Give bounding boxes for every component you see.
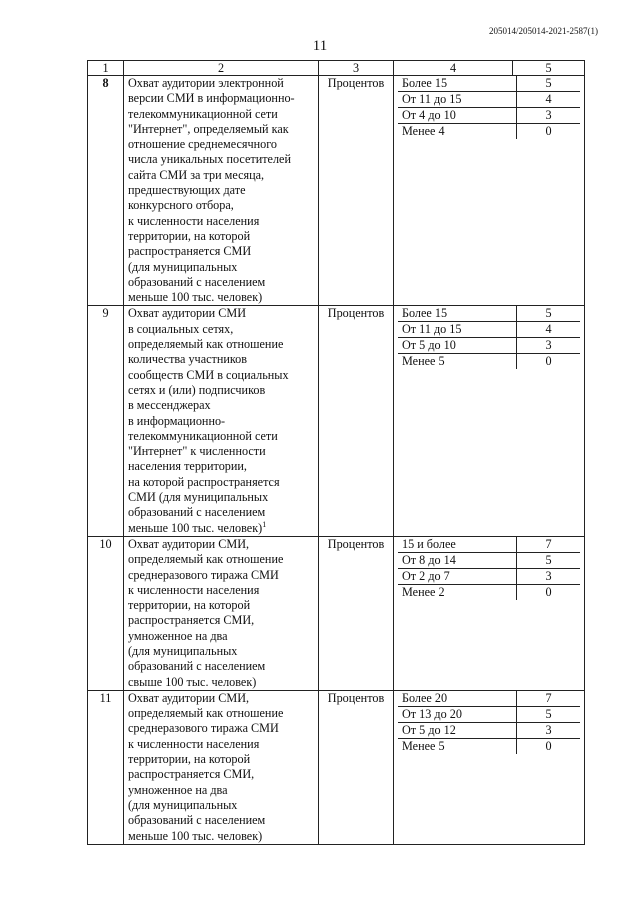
grade-range: Более 20 <box>398 691 517 707</box>
description-line <box>128 659 314 674</box>
description-line <box>128 244 314 259</box>
description-line-text: телекоммуникационной сети <box>128 428 278 443</box>
grade-row <box>398 584 580 600</box>
grade-range: От 11 до 15 <box>398 92 517 108</box>
grade-range: Менее 5 <box>398 738 517 754</box>
description-line-text: образований с населением <box>128 659 266 674</box>
grade-range: От 2 до 7 <box>398 568 517 584</box>
grade-row <box>398 537 580 553</box>
description-line-text: в мессенджерах <box>128 398 211 413</box>
grade-range: Более 15 <box>398 76 517 92</box>
description-line <box>128 275 314 290</box>
table-row <box>88 306 585 536</box>
description-line <box>128 352 314 367</box>
criterion-description <box>124 536 319 690</box>
grade-points: 7 <box>517 691 581 707</box>
description-line <box>128 475 314 490</box>
description-line-text: (для муниципальных <box>128 797 238 812</box>
description-line-text: меньше 100 тыс. человек) <box>128 828 263 843</box>
description-line <box>128 459 314 474</box>
description-line-text: меньше 100 тыс. человек) <box>128 520 263 535</box>
description-line <box>128 675 314 690</box>
grade-row <box>398 92 580 108</box>
description-line <box>128 813 314 828</box>
description-line-text: предшествующих дате <box>128 183 246 198</box>
description-line <box>128 260 314 275</box>
description-line-text: населения территории, <box>128 459 247 474</box>
description-line-text: умноженное на два <box>128 782 228 797</box>
grade-points: 0 <box>545 354 552 369</box>
description-line-text: территории, на которой <box>128 228 251 243</box>
description-line <box>128 137 314 152</box>
footnote-mark: 1 <box>262 519 267 529</box>
description-line-text: определяемый как отношение <box>128 337 284 352</box>
description-line <box>128 383 314 398</box>
description-line-text: распространяется СМИ <box>128 244 252 259</box>
description-line <box>128 337 314 352</box>
description-line-text: "Интернет", определяемый как <box>128 121 289 136</box>
grade-row <box>398 354 580 370</box>
description-line-text: определяемый как отношение <box>128 706 284 721</box>
description-line-text: к численности населения <box>128 582 260 597</box>
grade-points: 3 <box>517 338 581 354</box>
grade-range: Менее 5 <box>398 354 517 370</box>
description-line-text: сетях и (или) подписчиков <box>128 382 266 397</box>
criterion-description <box>124 690 319 844</box>
description-line <box>128 552 314 567</box>
grade-row <box>398 568 580 584</box>
grade-row <box>398 322 580 338</box>
description-line <box>128 505 314 520</box>
column-header-1: 1 <box>88 61 124 76</box>
table-row <box>88 76 585 306</box>
grade-range: 15 и более <box>398 537 517 553</box>
grade-range: От 13 до 20 <box>398 706 517 722</box>
description-line-text: Охват аудитории электронной <box>128 76 284 90</box>
description-line-text: меньше 100 тыс. человек) <box>128 290 263 305</box>
grade-row <box>398 338 580 354</box>
grades-cell <box>394 536 585 690</box>
table-row <box>88 536 585 690</box>
grade-row <box>398 306 580 322</box>
description-line-text: СМИ (для муниципальных <box>128 490 269 505</box>
description-line <box>128 398 314 413</box>
grade-row <box>398 124 580 140</box>
column-header-3: 3 <box>319 61 394 76</box>
grade-points: 5 <box>517 306 581 322</box>
description-line-text: сообществ СМИ в социальных <box>128 367 289 382</box>
grades-cell <box>394 690 585 844</box>
description-line <box>128 290 314 305</box>
grade-points: 4 <box>517 322 581 338</box>
grade-points: 5 <box>517 552 581 568</box>
description-line <box>128 429 314 444</box>
description-line-text: образований с населением <box>128 505 266 520</box>
description-line <box>128 767 314 782</box>
grades-table <box>398 691 580 754</box>
grade-range: Менее 2 <box>398 584 517 600</box>
description-line <box>128 613 314 628</box>
grade-range: Менее 4 <box>398 124 517 140</box>
grade-points: 3 <box>517 722 581 738</box>
description-line <box>128 737 314 752</box>
row-number: 9 <box>88 306 124 536</box>
row-number: 11 <box>88 690 124 844</box>
description-line-text: Охват аудитории СМИ, <box>128 536 250 551</box>
description-line <box>128 644 314 659</box>
description-line <box>128 168 314 183</box>
grade-points: 3 <box>517 568 581 584</box>
grade-points: 0 <box>545 738 552 753</box>
grades-cell <box>394 76 585 306</box>
description-line <box>128 183 314 198</box>
grade-points: 4 <box>517 92 581 108</box>
description-line <box>128 583 314 598</box>
row-number: 8 <box>88 76 124 306</box>
description-line-text: отношение среднемесячного <box>128 137 278 152</box>
description-line-text: количества участников <box>128 352 248 367</box>
description-line-text: территории, на которой <box>128 598 251 613</box>
description-line <box>128 214 314 229</box>
description-line-text: Охват аудитории СМИ <box>128 306 247 321</box>
description-line-text: определяемый как отношение <box>128 552 284 567</box>
unit-cell: Процентов <box>319 306 394 536</box>
description-line-text: "Интернет" к численности <box>128 444 266 459</box>
row-number: 10 <box>88 536 124 690</box>
description-line-text: распространяется СМИ, <box>128 613 255 628</box>
description-line <box>128 198 314 213</box>
description-line <box>128 122 314 137</box>
description-line-text: в информационно- <box>128 413 226 428</box>
column-header-4: 4 <box>394 61 513 76</box>
description-line-text: телекоммуникационной сети <box>128 106 278 121</box>
description-line-text: территории, на которой <box>128 752 251 767</box>
description-line <box>128 490 314 505</box>
unit-cell: Процентов <box>319 76 394 306</box>
column-header-2: 2 <box>124 61 319 76</box>
grade-points: 5 <box>517 76 581 92</box>
description-line-text: (для муниципальных <box>128 259 238 274</box>
description-line-text: умноженное на два <box>128 628 228 643</box>
description-line <box>128 414 314 429</box>
description-line <box>128 322 314 337</box>
description-line-text: конкурсного отбора, <box>128 198 234 213</box>
grade-row <box>398 691 580 707</box>
table-row <box>88 690 585 844</box>
grade-row <box>398 722 580 738</box>
document-code: 205014/205014-2021-2587(1) <box>489 26 598 36</box>
grade-points: 0 <box>545 124 552 138</box>
criterion-description <box>124 76 319 306</box>
description-line <box>128 691 314 706</box>
grade-range: От 8 до 14 <box>398 552 517 568</box>
grade-range: От 11 до 15 <box>398 322 517 338</box>
description-line <box>128 568 314 583</box>
grade-points: 5 <box>517 706 581 722</box>
description-line <box>128 521 314 536</box>
grades-table <box>398 537 580 600</box>
description-line <box>128 229 314 244</box>
grade-row <box>398 552 580 568</box>
description-line <box>128 152 314 167</box>
criteria-table <box>87 60 585 845</box>
description-line <box>128 706 314 721</box>
grades-cell <box>394 306 585 536</box>
description-line-text: образований с населением <box>128 813 266 828</box>
criterion-description <box>124 306 319 536</box>
grade-range: От 5 до 12 <box>398 722 517 738</box>
description-line <box>128 829 314 844</box>
grades-table <box>398 76 580 139</box>
table-header-row <box>88 61 585 76</box>
description-line-text: образований с населением <box>128 274 266 289</box>
description-line-text: числа уникальных посетителей <box>128 152 291 167</box>
description-line-text: в социальных сетях, <box>128 321 234 336</box>
grade-range: От 5 до 10 <box>398 338 517 354</box>
description-line <box>128 752 314 767</box>
description-line-text: к численности населения <box>128 213 260 228</box>
description-line-text: Охват аудитории СМИ, <box>128 690 250 705</box>
grade-range: Более 15 <box>398 306 517 322</box>
description-line <box>128 598 314 613</box>
grade-points: 7 <box>517 537 581 553</box>
grade-range: От 4 до 10 <box>398 108 517 124</box>
description-line-text: распространяется СМИ, <box>128 767 255 782</box>
column-header-5: 5 <box>513 61 585 76</box>
description-line <box>128 107 314 122</box>
unit-cell: Процентов <box>319 536 394 690</box>
description-line <box>128 537 314 552</box>
description-line-text: (для муниципальных <box>128 643 238 658</box>
description-line <box>128 798 314 813</box>
description-line <box>128 629 314 644</box>
grade-points: 3 <box>517 108 581 124</box>
description-line <box>128 306 314 321</box>
grade-points: 0 <box>545 584 552 599</box>
page-number: 11 <box>312 38 328 54</box>
description-line-text: среднеразового тиража СМИ <box>128 721 279 736</box>
description-line <box>128 444 314 459</box>
description-line <box>128 368 314 383</box>
description-line-text: версии СМИ в информационно- <box>128 91 295 106</box>
description-line <box>128 783 314 798</box>
description-line <box>128 721 314 736</box>
unit-cell: Процентов <box>319 690 394 844</box>
description-line-text: среднеразового тиража СМИ <box>128 567 279 582</box>
description-line-text: к численности населения <box>128 736 260 751</box>
grade-row <box>398 738 580 754</box>
description-line <box>128 91 314 106</box>
grade-row <box>398 706 580 722</box>
description-line-text: сайта СМИ за три месяца, <box>128 167 265 182</box>
description-line-text: свыше 100 тыс. человек) <box>128 674 257 689</box>
grade-row <box>398 108 580 124</box>
description-line-text: на которой распространяется <box>128 474 280 489</box>
description-line <box>128 76 314 91</box>
grade-row <box>398 76 580 92</box>
grades-table <box>398 306 580 369</box>
